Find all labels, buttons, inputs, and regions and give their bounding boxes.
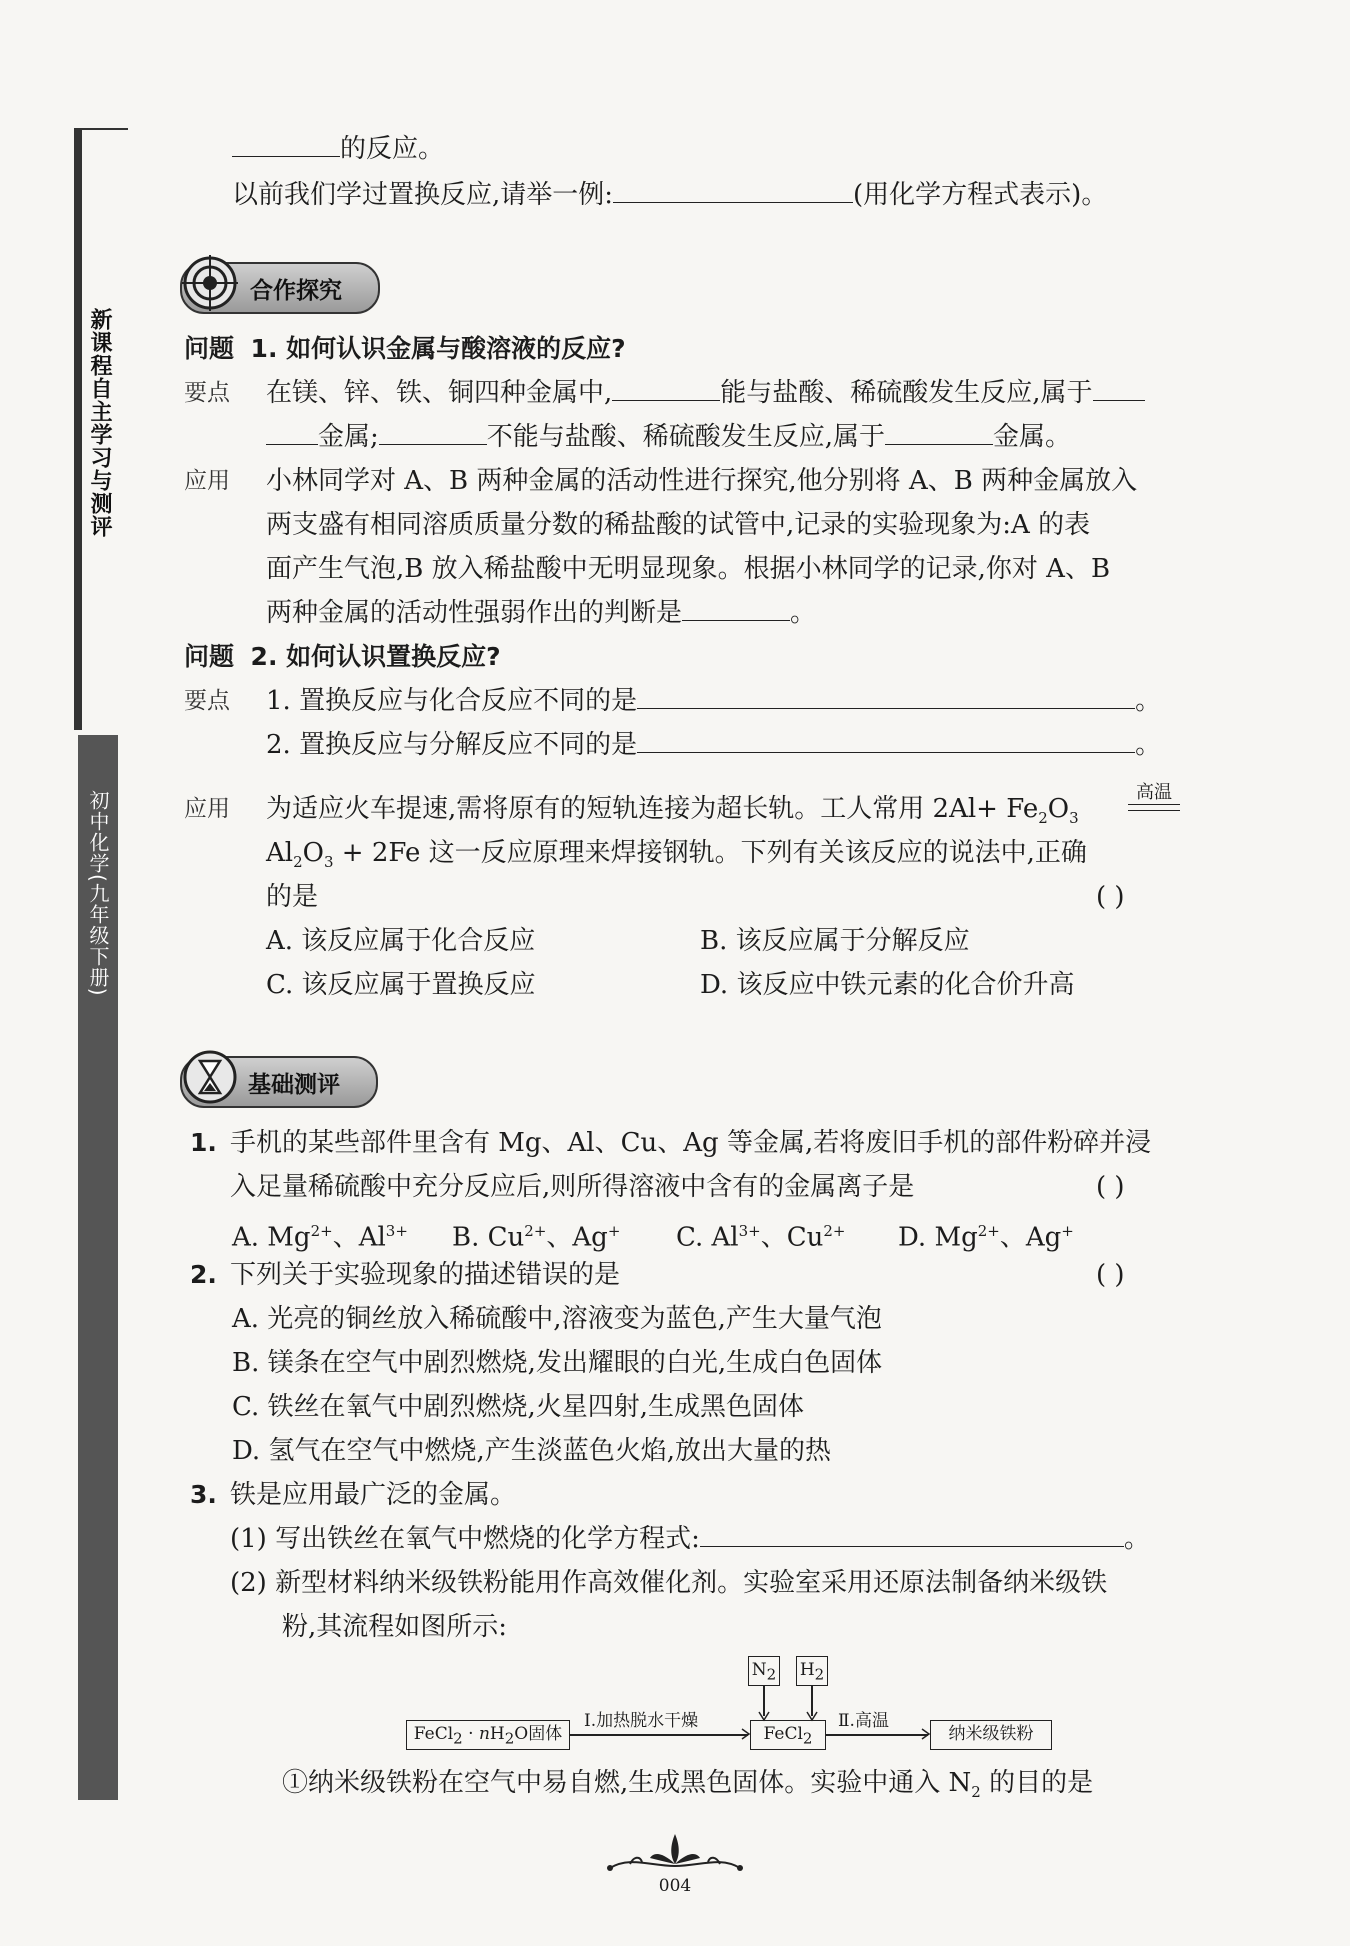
test-3-sub-2-line-1: (2) 新型材料纳米级铁粉能用作高效催化剂。实验室采用还原法制备纳米级铁 [230, 1568, 1108, 1598]
test-2-number: 2. [190, 1260, 217, 1289]
answer-paren[interactable]: ( ) [1096, 882, 1125, 912]
arrow-step-2 [826, 1734, 928, 1736]
point-tag: 要点 [184, 380, 230, 406]
test-1-option-b[interactable]: B. $Cu^{2+}$、Ag+ [452, 1222, 621, 1253]
test-2-option-c[interactable]: C. 铁丝在氧气中剧烈燃烧,火星四射,生成黑色固体 [232, 1392, 805, 1422]
question-2-header: 问题 2. 如何认识置换反应? [184, 642, 501, 671]
q1-app-line-2: 两支盛有相同溶质质量分数的稀盐酸的试管中,记录的实验现象为:A 的表 [266, 510, 1091, 540]
page-number: 004 [658, 1876, 692, 1896]
q2-app-line-2: $Al_2O_3 + 2Fe$ 这一反应原理来焊接钢轨。下列有关该反应的说法中,正确 [266, 838, 1087, 872]
floral-ornament-icon [600, 1826, 750, 1882]
arrow-head-end [920, 1722, 934, 1746]
answer-blank[interactable] [1093, 376, 1145, 401]
q1-point-line-1: 在镁、锌、铁、铜四种金属中, 能与盐酸、稀硫酸发生反应,属于 [266, 376, 1145, 410]
intro-line-1: 的反应。 [232, 132, 444, 166]
test-3-sub-2-line-2: 粉,其流程如图所示: [282, 1612, 508, 1642]
answer-blank[interactable] [612, 376, 720, 401]
test-2-stem: 下列关于实验现象的描述错误的是 [230, 1260, 621, 1290]
point-tag: 要点 [184, 688, 230, 714]
series-title: 新课程自主学习与测评 [87, 308, 112, 538]
q1-app-line-4: 两种金属的活动性强弱作出的判断是 。 [266, 598, 817, 628]
arrow-step-1 [570, 1734, 748, 1736]
application-tag: 应用 [184, 468, 230, 494]
flow-box-start: FeCl$_2$ · $nH_2O$固体 [406, 1720, 570, 1750]
intro-line-2: 以前我们学过置换反应,请举一例: (用化学方程式表示)。 [232, 180, 1108, 210]
answer-blank[interactable] [637, 728, 1135, 753]
test-1-option-a[interactable]: A. $Mg^{2+}$、$Al^{3+}$ [232, 1222, 408, 1253]
hourglass-icon [180, 1047, 240, 1107]
target-icon [180, 253, 240, 313]
reaction-condition: 高温 [1136, 782, 1172, 803]
option-a[interactable]: A. 该反应属于化合反应 [266, 926, 536, 956]
question-1-title: 1. 如何认识金属与酸溶液的反应? [250, 334, 626, 363]
q2-point-1: 1. 置换反应与化合反应不同的是 。 [266, 686, 1162, 716]
step-1-label: Ⅰ.加热脱水干燥 [584, 1711, 699, 1731]
flow-box-h2: $H_2$ [796, 1656, 828, 1686]
section-title-cooperative: 合作探究 [250, 278, 342, 304]
question-1-header: 问题 1. 如何认识金属与酸溶液的反应? [184, 334, 626, 363]
answer-blank[interactable] [232, 132, 340, 157]
option-d[interactable]: D. 该反应中铁元素的化合价升高 [700, 970, 1075, 1000]
q1-app-line-3: 面产生气泡,B 放入稀盐酸中无明显现象。根据小林同学的记录,你对 A、B [266, 554, 1111, 584]
test-3-number: 3. [190, 1480, 217, 1509]
step-2-label: Ⅱ.高温 [838, 1711, 889, 1731]
test-1-number: 1. [190, 1128, 217, 1157]
answer-paren[interactable]: ( ) [1096, 1172, 1125, 1202]
q2-app-line-3: 的是 [266, 882, 319, 912]
book-title: 初中化学(九年级下册) [86, 790, 110, 997]
test-1-option-d[interactable]: D. $Mg^{2+}$、Ag+ [898, 1222, 1074, 1253]
option-b[interactable]: B. 该反应属于分解反应 [700, 926, 970, 956]
answer-blank[interactable] [613, 178, 853, 203]
question-2-title: 2. 如何认识置换反应? [250, 642, 501, 671]
test-3-last-line: ①纳米级铁粉在空气中易自燃,生成黑色固体。实验中通入 $N_2$ 的目的是 [282, 1768, 1094, 1802]
flow-box-end: 纳米级铁粉 [930, 1720, 1052, 1750]
test-1-line-1: 手机的某些部件里含有 Mg、Al、Cu、Ag 等金属,若将废旧手机的部件粉碎并浸 [230, 1128, 1152, 1158]
answer-blank[interactable] [379, 420, 487, 445]
q1-app-line-1: 小林同学对 A、B 两种金属的活动性进行探究,他分别将 A、B 两种金属放入 [266, 466, 1138, 496]
test-2-option-b[interactable]: B. 镁条在空气中剧烈燃烧,发出耀眼的白光,生成白色固体 [232, 1348, 883, 1378]
test-1-option-c[interactable]: C. $Al^{3+}$、$Cu^{2+}$ [676, 1222, 846, 1253]
test-1-line-2: 入足量稀硫酸中充分反应后,则所得溶液中含有的金属离子是 [230, 1172, 915, 1202]
test-3-sub-1: (1) 写出铁丝在氧气中燃烧的化学方程式: 。 [230, 1524, 1150, 1554]
answer-blank[interactable] [637, 684, 1135, 709]
equals-sign [1128, 804, 1180, 811]
flow-box-n2: $N_2$ [748, 1656, 780, 1686]
test-3-stem: 铁是应用最广泛的金属。 [230, 1480, 517, 1510]
answer-blank[interactable] [682, 596, 790, 621]
test-2-option-a[interactable]: A. 光亮的铜丝放入稀硫酸中,溶液变为蓝色,产生大量气泡 [232, 1304, 882, 1334]
test-2-option-d[interactable]: D. 氢气在空气中燃烧,产生淡蓝色火焰,放出大量的热 [232, 1436, 831, 1466]
flow-box-fecl2: FeCl$_2$ [750, 1720, 826, 1750]
option-c[interactable]: C. 该反应属于置换反应 [266, 970, 536, 1000]
answer-paren[interactable]: ( ) [1096, 1260, 1125, 1290]
q2-point-2: 2. 置换反应与分解反应不同的是 。 [266, 730, 1162, 760]
answer-blank[interactable] [700, 1522, 1124, 1547]
q1-point-line-2: 金属; 不能与盐酸、稀硫酸发生反应,属于 金属。 [266, 420, 1071, 454]
answer-blank[interactable] [266, 420, 318, 445]
answer-blank[interactable] [885, 420, 993, 445]
section-title-basic-test: 基础测评 [248, 1072, 340, 1098]
application-tag: 应用 [184, 796, 230, 822]
q2-app-line-1: 为适应火车提速,需将原有的短轨连接为超长轨。工人常用 $2Al+ Fe_2O_3$ [266, 794, 1079, 828]
arrow-heads [740, 1706, 840, 1746]
